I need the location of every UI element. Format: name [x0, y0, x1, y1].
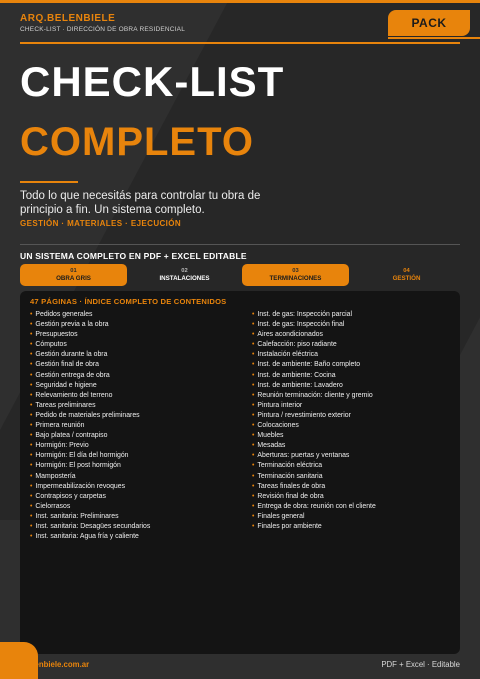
index-item-label: Gestión previa a la obra — [35, 321, 109, 329]
tab-obra-gris[interactable] — [20, 264, 127, 286]
tab-number: 04 — [403, 268, 410, 274]
hero-divider — [20, 181, 78, 183]
index-item — [30, 310, 150, 320]
index-item-label: Hormigón: El post hormigón — [35, 462, 121, 470]
top-accent-line — [0, 0, 480, 3]
format-note: PDF + Excel · Editable — [381, 660, 460, 669]
index-item — [252, 310, 376, 320]
contents-index-panel — [20, 291, 460, 654]
bullet-icon: • — [30, 462, 33, 470]
index-item-label: Mampostería — [35, 472, 76, 480]
index-item-label: Gestión durante la obra — [35, 351, 108, 359]
bullet-icon: • — [30, 411, 33, 419]
index-item-label: Pedido de materiales preliminares — [35, 411, 140, 419]
bullet-icon: • — [252, 411, 255, 419]
pack-badge-underline — [388, 37, 480, 39]
bullet-icon: • — [252, 391, 255, 399]
index-item — [252, 472, 376, 482]
index-item — [252, 371, 376, 381]
index-column-right — [252, 310, 376, 532]
index-item-label: Revisión final de obra — [257, 492, 324, 500]
index-item — [30, 340, 150, 350]
module-tabs — [20, 264, 460, 286]
index-item-label: Instalación eléctrica — [257, 351, 318, 359]
index-item — [252, 512, 376, 522]
tab-gestion[interactable] — [353, 264, 460, 286]
header-divider — [20, 42, 460, 44]
index-item — [30, 461, 150, 471]
index-item-label: Finales general — [257, 512, 305, 520]
hero-title-line1: CHECK-LIST — [20, 58, 285, 105]
bullet-icon: • — [252, 401, 255, 409]
index-item-label: Contrapisos y carpetas — [35, 492, 106, 500]
index-item-label: Bajo platea / contrapiso — [35, 432, 108, 440]
bullet-icon: • — [30, 351, 33, 359]
bullet-icon: • — [30, 401, 33, 409]
bullet-icon: • — [252, 311, 255, 318]
index-item-label: Terminación eléctrica — [257, 462, 323, 470]
index-item-label: Aires acondicionados — [257, 331, 323, 339]
index-item — [252, 441, 376, 451]
index-item — [30, 391, 150, 401]
index-item — [252, 360, 376, 370]
tab-number: 03 — [292, 268, 299, 274]
bullet-icon: • — [252, 331, 255, 339]
bullet-icon: • — [30, 492, 33, 500]
index-item-label: Inst. sanitaria: Preliminares — [35, 512, 119, 520]
index-item-label: Inst. de ambiente: Cocina — [257, 371, 336, 379]
tab-number: 01 — [70, 268, 77, 274]
tab-label: OBRA GRIS — [56, 275, 91, 282]
index-item — [30, 411, 150, 421]
index-item-label: Colocaciones — [257, 422, 299, 430]
index-item — [252, 320, 376, 330]
index-item-label: Entrega de obra: reunión con el cliente — [257, 502, 376, 510]
index-item-label: Reunión terminación: cliente y gremio — [257, 391, 373, 399]
index-item — [252, 401, 376, 411]
index-item — [252, 451, 376, 461]
index-item — [30, 472, 150, 482]
bullet-icon: • — [252, 452, 255, 460]
bullet-icon: • — [252, 371, 255, 379]
system-heading: UN SISTEMA COMPLETO EN PDF + EXCEL EDITABLE — [20, 251, 247, 261]
bullet-icon: • — [252, 351, 255, 359]
bullet-icon: • — [30, 341, 33, 349]
index-item-label: Primera reunión — [35, 422, 85, 430]
bullet-icon: • — [30, 361, 33, 369]
index-item — [30, 371, 150, 381]
index-item-label: Presupuestos — [35, 331, 78, 339]
bullet-icon: • — [30, 432, 33, 440]
index-item-label: Gestión entrega de obra — [35, 371, 110, 379]
index-item — [30, 350, 150, 360]
index-item-label: Tareas finales de obra — [257, 482, 326, 490]
hero-description: Todo lo que necesitás para controlar tu obra de principio a fin. Un sistema completo. — [20, 190, 261, 216]
index-item — [252, 502, 376, 512]
index-item-label: Impermeabilización revoques — [35, 482, 126, 490]
bullet-icon: • — [30, 522, 33, 530]
bullet-icon: • — [252, 502, 255, 510]
index-item — [30, 512, 150, 522]
bullet-icon: • — [252, 381, 255, 389]
bullet-icon: • — [30, 482, 33, 490]
index-item-label: Pedidos generales — [35, 311, 93, 318]
pack-badge: PACK — [388, 10, 470, 36]
index-item-label: Inst. de ambiente: Lavadero — [257, 381, 343, 389]
tab-label: INSTALACIONES — [159, 275, 210, 282]
index-item-label: Inst. de gas: Inspección parcial — [257, 311, 353, 318]
tab-label: GESTIÓN — [392, 275, 421, 282]
index-item — [30, 492, 150, 502]
index-item — [252, 461, 376, 471]
index-item-label: Mesadas — [257, 442, 286, 450]
index-item-label: Aberturas: puertas y ventanas — [257, 452, 350, 460]
brand-subtitle: CHECK-LIST · DIRECCIÓN DE OBRA RESIDENCIAL — [20, 26, 186, 33]
bullet-icon: • — [30, 311, 33, 318]
index-item-label: Calefacción: piso radiante — [257, 341, 337, 349]
bullet-icon: • — [252, 522, 255, 530]
bullet-icon: • — [30, 512, 33, 520]
index-item-label: Relevamiento del terreno — [35, 391, 113, 399]
bullet-icon: • — [252, 492, 255, 500]
index-item-label: Pintura interior — [257, 401, 303, 409]
hero-tags: GESTIÓN · MATERIALES · EJECUCIÓN — [20, 219, 182, 228]
bullet-icon: • — [30, 391, 33, 399]
index-item — [30, 522, 150, 532]
bullet-icon: • — [252, 472, 255, 480]
hero-title-line2: COMPLETO — [20, 120, 254, 164]
bullet-icon: • — [252, 462, 255, 470]
bullet-icon: • — [252, 341, 255, 349]
index-item — [252, 381, 376, 391]
index-column-left — [30, 310, 150, 542]
bullet-icon: • — [252, 442, 255, 450]
index-item-label: Inst. sanitaria: Agua fría y caliente — [35, 533, 139, 541]
bullet-icon: • — [30, 472, 33, 480]
index-item — [252, 431, 376, 441]
index-item — [30, 381, 150, 391]
index-item — [252, 522, 376, 532]
index-item-label: Hormigón: Previo — [35, 442, 89, 450]
bullet-icon: • — [30, 442, 33, 450]
section-divider — [20, 244, 460, 245]
index-item — [30, 451, 150, 461]
index-item — [30, 532, 150, 542]
index-item-label: Finales por ambiente — [257, 522, 322, 530]
index-item — [252, 411, 376, 421]
index-item-label: Cielorrasos — [35, 502, 71, 510]
index-item-label: Hormigón: El día del hormigón — [35, 452, 129, 460]
index-item-label: Seguridad e higiene — [35, 381, 97, 389]
index-item — [252, 330, 376, 340]
index-item-label: Terminación sanitaria — [257, 472, 323, 480]
website-link[interactable]: elenbiele.com.ar — [28, 660, 90, 669]
tab-terminaciones[interactable] — [242, 264, 349, 286]
index-item-label: Cómputos — [35, 341, 67, 349]
bullet-icon: • — [252, 512, 255, 520]
bullet-icon: • — [30, 371, 33, 379]
index-item-label: Muebles — [257, 432, 284, 440]
index-item-label: Gestión final de obra — [35, 361, 100, 369]
bullet-icon: • — [252, 321, 255, 329]
index-item — [30, 421, 150, 431]
index-item — [30, 482, 150, 492]
bullet-icon: • — [30, 533, 33, 541]
index-item — [252, 482, 376, 492]
index-item-label: Inst. sanitaria: Desagües secundarios — [35, 522, 151, 530]
bullet-icon: • — [30, 321, 33, 329]
bullet-icon: • — [30, 502, 33, 510]
index-item — [252, 421, 376, 431]
index-item — [30, 441, 150, 451]
index-item-label: Inst. de gas: Inspección final — [257, 321, 345, 329]
index-item — [252, 391, 376, 401]
index-item-label: Inst. de ambiente: Baño completo — [257, 361, 361, 369]
tab-instalaciones[interactable] — [131, 264, 238, 286]
index-item — [252, 350, 376, 360]
bullet-icon: • — [252, 482, 255, 490]
bullet-icon: • — [30, 422, 33, 430]
tab-number: 02 — [181, 268, 188, 274]
index-item — [30, 330, 150, 340]
index-item — [30, 360, 150, 370]
index-item — [30, 502, 150, 512]
index-item — [30, 431, 150, 441]
bullet-icon: • — [30, 381, 33, 389]
brand-name: ARQ.BELENBIELE — [20, 13, 116, 24]
bullet-icon: • — [30, 331, 33, 339]
bullet-icon: • — [252, 432, 255, 440]
index-item — [252, 340, 376, 350]
index-item — [30, 401, 150, 411]
index-title: 47 PÁGINAS · ÍNDICE COMPLETO DE CONTENIDOS — [30, 297, 227, 306]
index-item-label: Pintura / revestimiento exterior — [257, 411, 351, 419]
bullet-icon: • — [252, 422, 255, 430]
bullet-icon: • — [30, 452, 33, 460]
index-item-label: Tareas preliminares — [35, 401, 96, 409]
index-item — [30, 320, 150, 330]
tab-label: TERMINACIONES — [269, 275, 322, 282]
bullet-icon: • — [252, 361, 255, 369]
index-item — [252, 492, 376, 502]
